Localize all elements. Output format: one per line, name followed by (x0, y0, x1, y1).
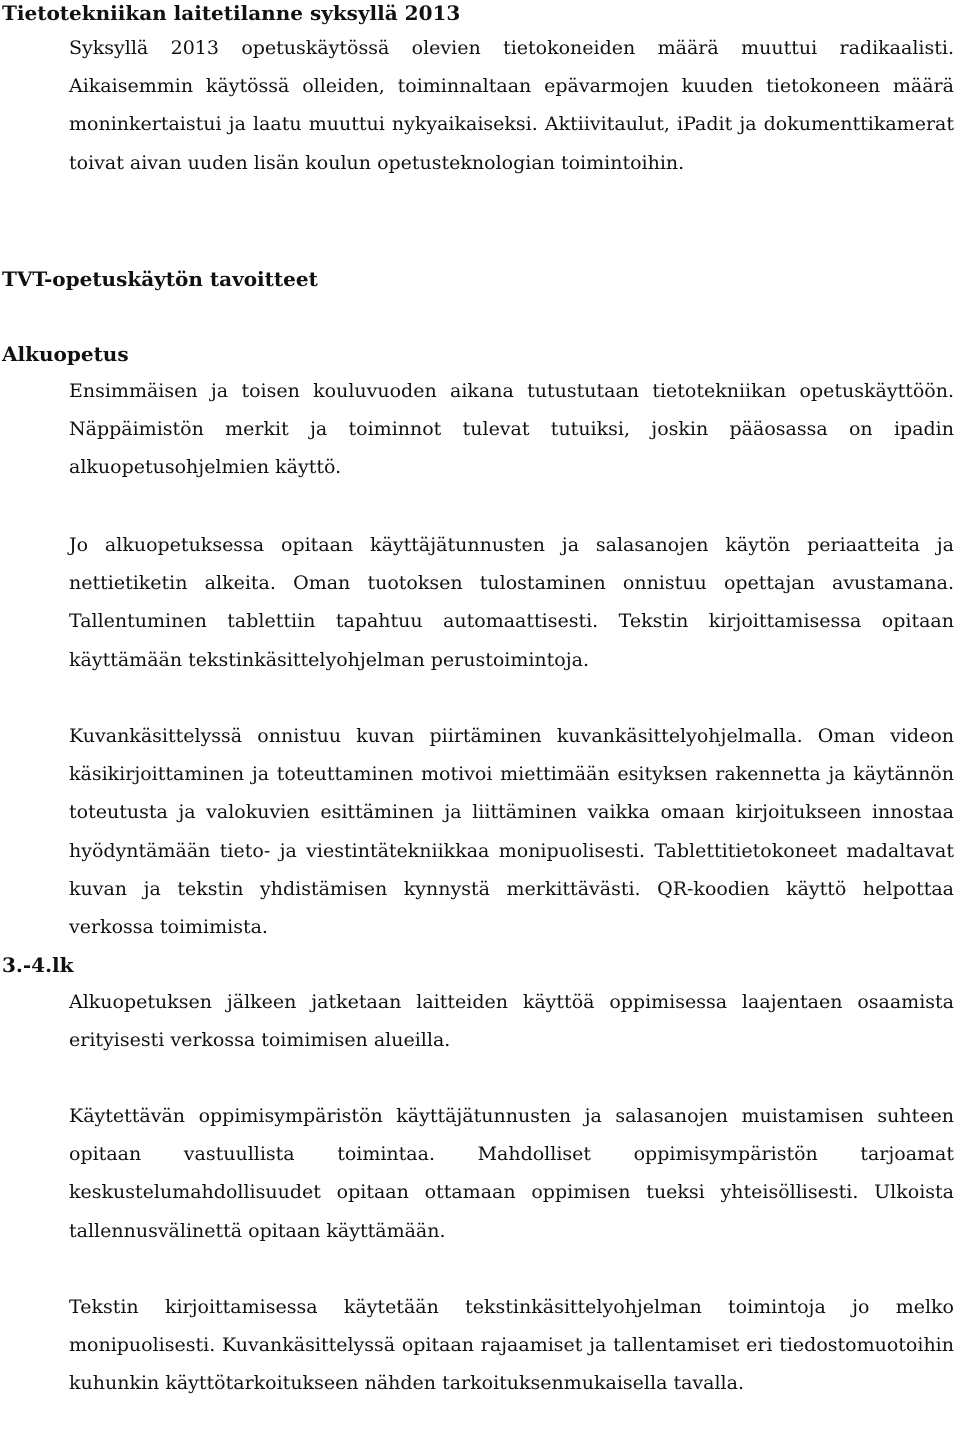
document-title: Tietotekniikan laitetilanne syksyllä 2013 (2, 1, 461, 25)
intro-paragraph: Syksyllä 2013 opetuskäytössä olevien tietokoneiden määrä muuttui radikaalisti. Aikaisemmin käytössä olleiden, toiminnaltaan epävarmojen kuuden tietokoneen määrä moninkertaistui ja laatu muuttui nykyaikaiseksi. Aktiivitaulut, iPadit ja dokumenttikamerat toivat aivan uuden lisän koulun opetusteknologian toimintoihin. (69, 37, 954, 174)
grade-3-4-paragraph-2: Käytettävän oppimisympäristön käyttäjätunnusten ja salasanojen muistamisen suhteen opitaan vastuullista toimintaa. Mahdolliset oppimisympäristön tarjoamat keskustelumahdollisuudet opitaan ottamaan oppimisen tueksi yhteisöllisesti. Ulkoista tallennusvälinettä opitaan käyttämään. (69, 1105, 954, 1242)
alkuopetus-heading: Alkuopetus (2, 342, 129, 366)
grade-3-4-paragraph-3: Tekstin kirjoittamisessa käytetään tekstinkäsittelyohjelman toimintoja jo melko monipuolisesti. Kuvankäsittelyssä opitaan rajaamiset ja tallentamiset eri tiedostomuotoihin kuhunkin käyttötarkoitukseen nähden tarkoituksenmukaisella tavalla. (69, 1296, 954, 1395)
alkuopetus-paragraph-2: Jo alkuopetuksessa opitaan käyttäjätunnusten ja salasanojen käytön periaatteita ja nettietiketin alkeita. Oman tuotoksen tulostaminen onnistuu opettajan avustamana. Tallentuminen tablettiin tapahtuu automaattisesti. Tekstin kirjoittamisessa opitaan käyttämään tekstinkäsittelyohjelman perustoimintoja. (69, 534, 954, 671)
alkuopetus-paragraph-3: Kuvankäsittelyssä onnistuu kuvan piirtäminen kuvankäsittelyohjelmalla. Oman videon käsikirjoittaminen ja toteuttaminen motivoi miettimään esityksen rakennetta ja käytännön toteutusta ja valokuvien esittäminen ja liittäminen vaikka omaan kirjoitukseen innostaa hyödyntämään tieto- ja viestintätekniikkaa monipuolisesti. Tablettitietokoneet madaltavat kuvan ja tekstin yhdistämisen kynnystä merkittävästi. QR-koodien käyttö helpottaa verkossa toimimista. (69, 725, 954, 939)
grade-3-4-heading: 3.-4.lk (2, 953, 74, 977)
goals-heading: TVT-opetuskäytön tavoitteet (2, 267, 318, 291)
alkuopetus-paragraph-1: Ensimmäisen ja toisen kouluvuoden aikana tutustutaan tietotekniikan opetuskäyttöön. Näppäimistön merkit ja toiminnot tulevat tutuiksi, joskin pääosassa on ipadin alkuopetusohjelmien käyttö. (69, 380, 954, 479)
grade-3-4-paragraph-1: Alkuopetuksen jälkeen jatketaan laitteiden käyttöä oppimisessa laajentaen osaamista erityisesti verkossa toimimisen alueilla. (69, 991, 954, 1052)
